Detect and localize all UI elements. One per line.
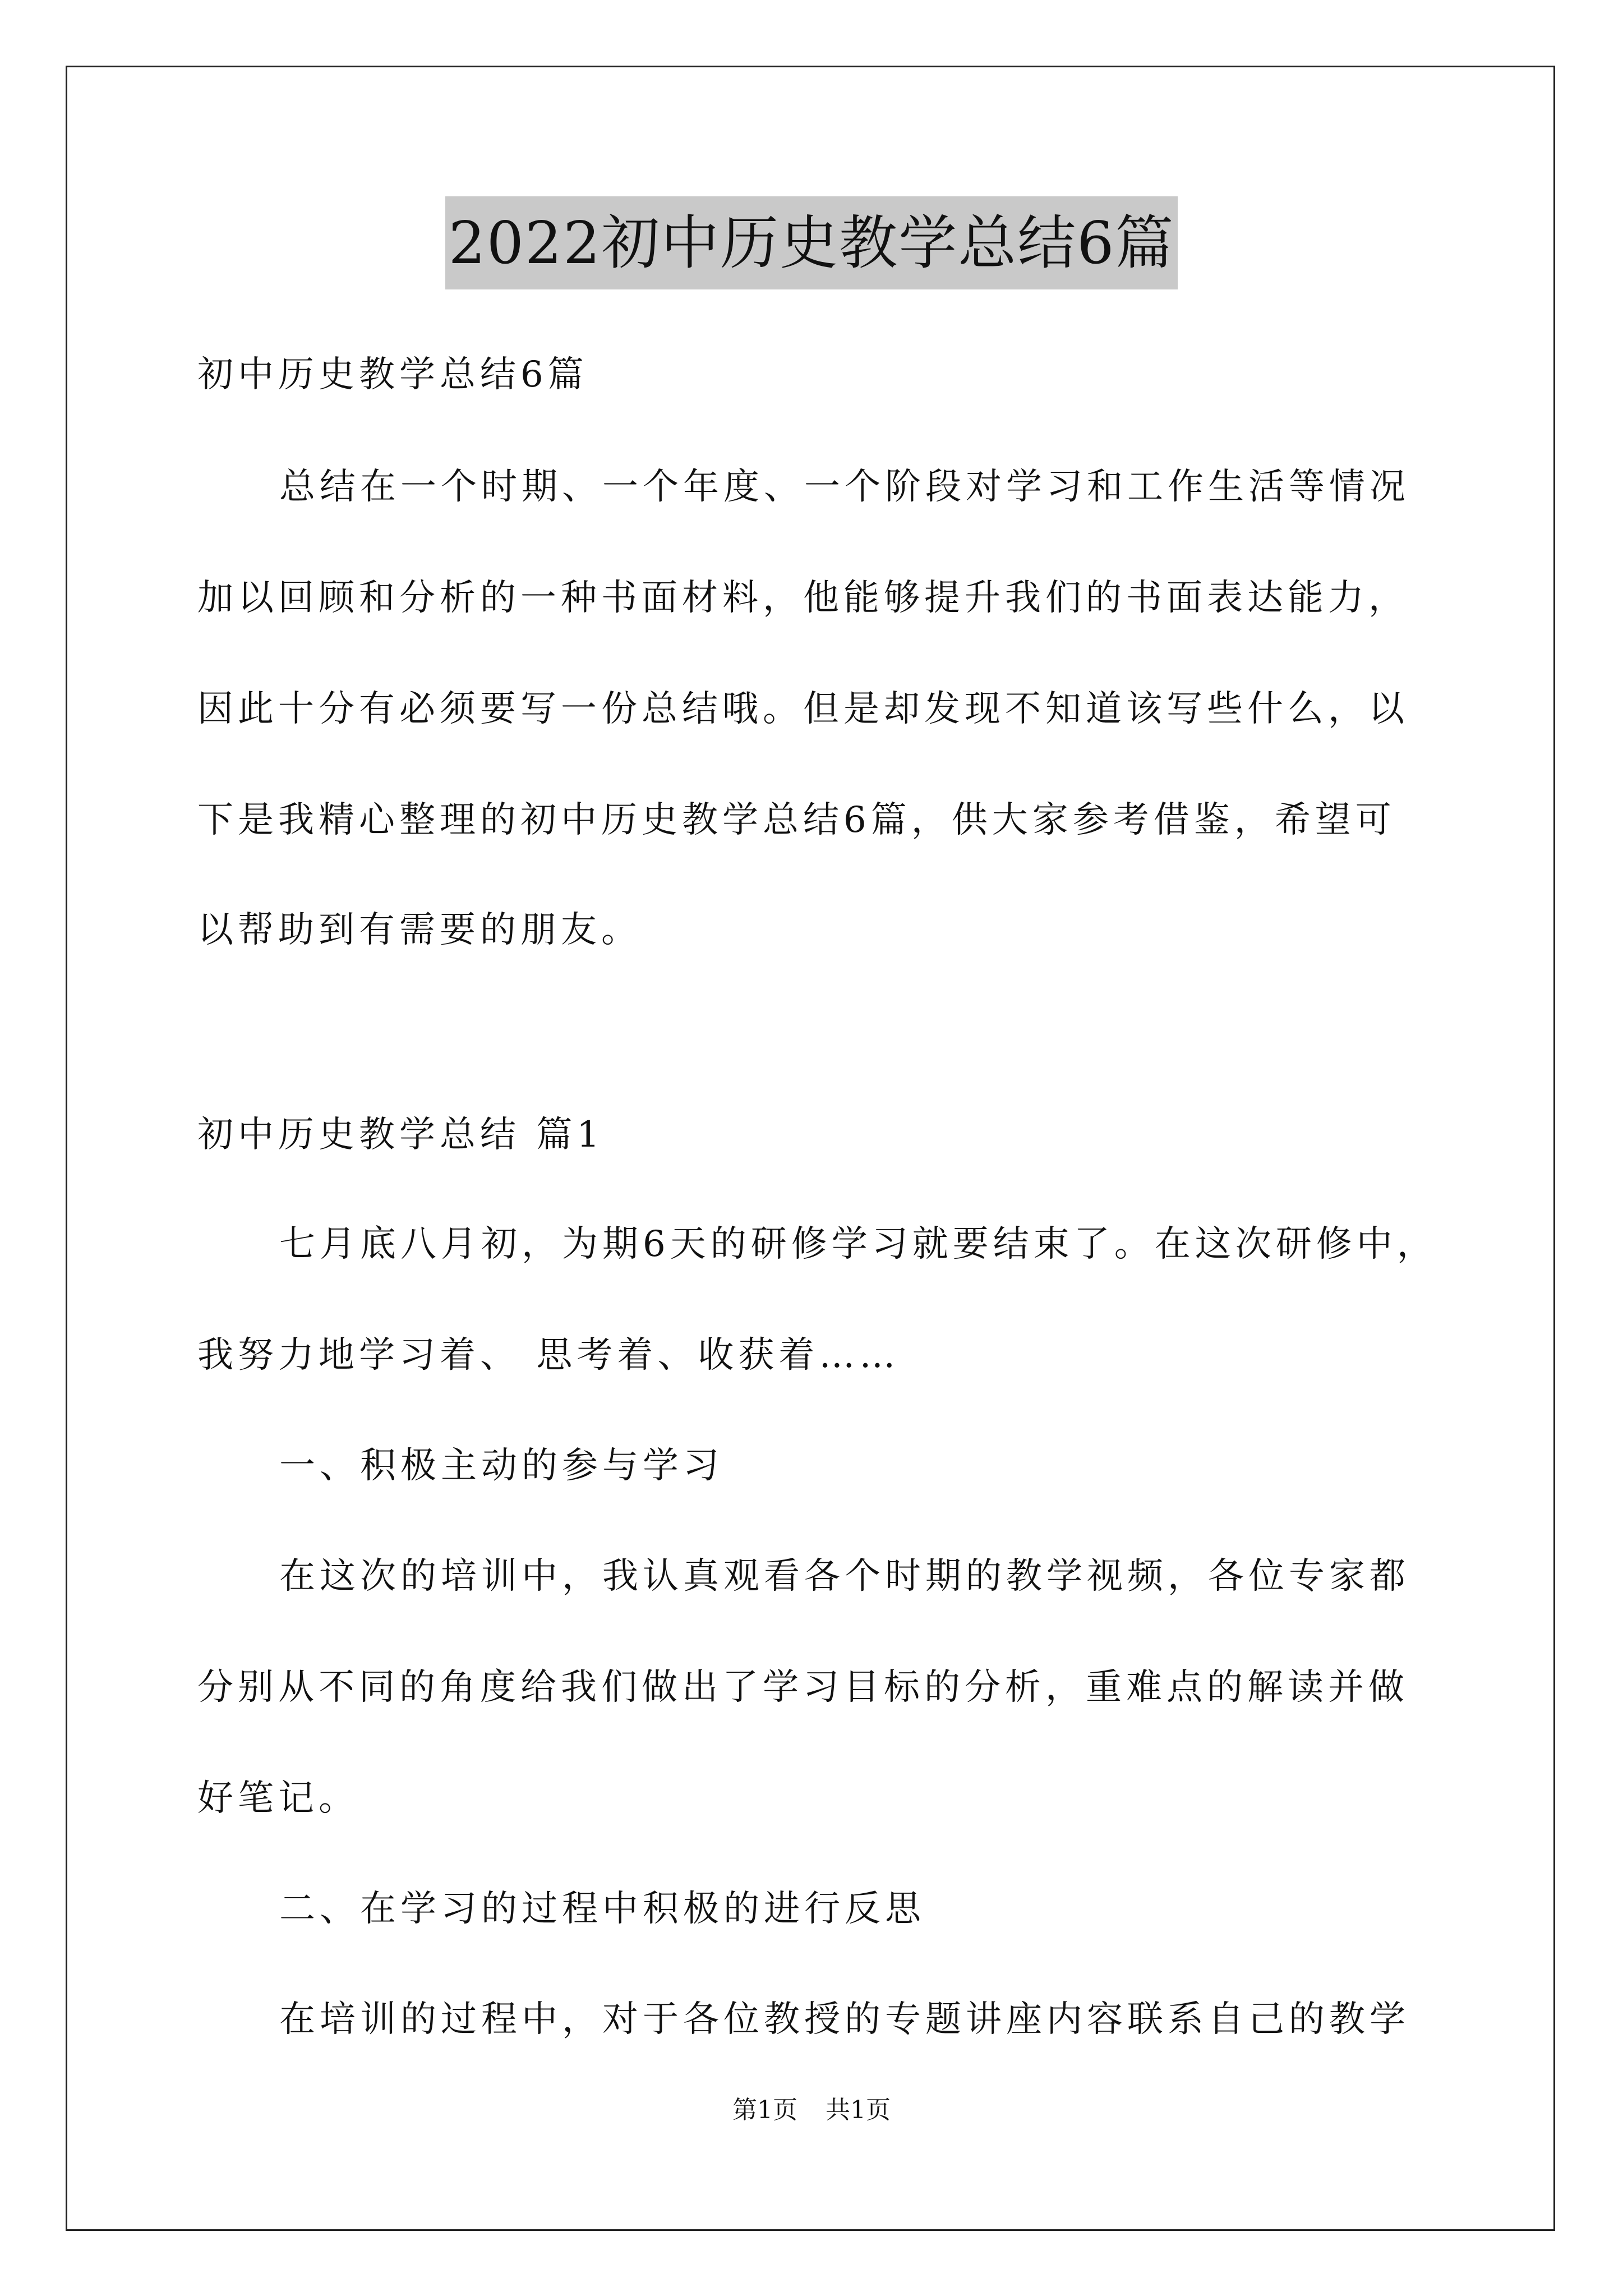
section-line: 七月底八月初，为期6天的研修学习就要结束了。在这次研修中， bbox=[279, 1223, 1437, 1265]
intro-line: 总结在一个时期、一个年度、一个阶段对学习和工作生活等情况 bbox=[279, 466, 1410, 508]
point-line: 在这次的培训中，我认真观看各个时期的教学视频，各位专家都 bbox=[279, 1556, 1410, 1597]
page-total: 共1页 bbox=[826, 2096, 891, 2124]
intro-line: 以帮助到有需要的朋友。 bbox=[197, 909, 642, 951]
document-subtitle: 初中历史教学总结6篇 bbox=[197, 354, 588, 395]
intro-line: 因此十分有必须要写一份总结哦。但是却发现不知道该写些什么，以 bbox=[197, 688, 1409, 730]
document-title: 2022初中历史教学总结6篇 bbox=[445, 196, 1178, 289]
point-heading: 二、在学习的过程中积极的进行反思 bbox=[279, 1888, 925, 1930]
page-number: 第1页 bbox=[732, 2096, 797, 2124]
section-heading: 初中历史教学总结 篇1 bbox=[197, 1114, 605, 1156]
point-heading: 一、积极主动的参与学习 bbox=[279, 1445, 723, 1487]
point-line: 好笔记。 bbox=[197, 1778, 359, 1819]
intro-line: 下是我精心整理的初中历史教学总结6篇，供大家参考借鉴，希望可 bbox=[197, 799, 1396, 841]
point-line: 分别从不同的角度给我们做出了学习目标的分析，重难点的解读并做 bbox=[197, 1667, 1409, 1708]
intro-line: 加以回顾和分析的一种书面材料，他能够提升我们的书面表达能力， bbox=[197, 577, 1409, 619]
title-container bbox=[0, 196, 1623, 289]
page-footer bbox=[0, 2093, 1623, 2127]
point-line: 在培训的过程中，对于各位教授的专题讲座内容联系自己的教学 bbox=[279, 1999, 1410, 2040]
section-line: 我努力地学习着、 思考着、收获着…… bbox=[197, 1335, 900, 1376]
